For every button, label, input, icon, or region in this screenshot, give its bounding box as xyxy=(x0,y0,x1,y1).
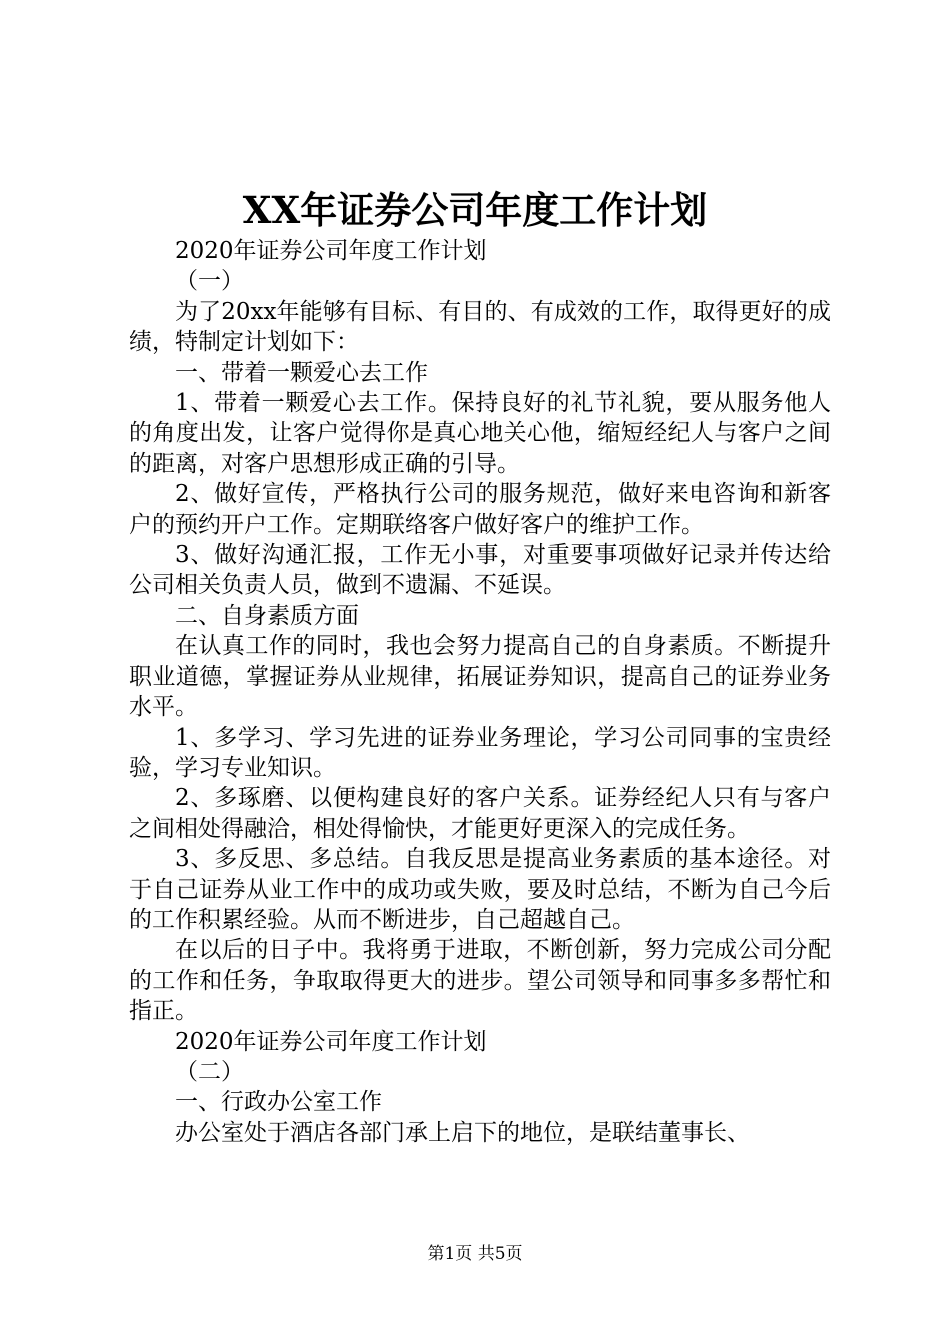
paragraph: 3、多反思、多总结。自我反思是提高业务素质的基本途径。对于自己证券从业工作中的成功或失败，要及时总结，不断为自己今后的工作积累经验。从而不断进步，自己超越自己。 xyxy=(129,846,831,933)
paragraph: 为了20xx年能够有目标、有目的、有成效的工作，取得更好的成绩，特制定计划如下： xyxy=(129,298,831,356)
paragraph: 二、自身素质方面 xyxy=(175,602,359,629)
paragraph: 办公室处于酒店各部门承上启下的地位，是联结董事长、 xyxy=(175,1119,750,1146)
paragraph: 2、多琢磨、以便构建良好的客户关系。证券经纪人只有与客户之间相处得融洽，相处得愉快，才能更好更深入的完成任务。 xyxy=(129,785,831,842)
paragraph: 3、做好沟通汇报，工作无小事，对重要事项做好记录并传达给公司相关负责人员，做到不遗漏、不延误。 xyxy=(129,542,831,599)
paragraph: 一、带着一颗爱心去工作 xyxy=(175,359,428,386)
paragraph: 在以后的日子中。我将勇于进取，不断创新，努力完成公司分配的工作和任务，争取取得更大的进步。望公司领导和同事多多帮忙和指正。 xyxy=(129,937,831,1025)
document-title: XX年证券公司年度工作计划 xyxy=(242,188,708,232)
page-footer: 第1页 共5页 xyxy=(427,1244,523,1264)
paragraph: 2020年证券公司年度工作计划 xyxy=(175,1028,487,1055)
paragraph: 2020年证券公司年度工作计划 xyxy=(175,238,487,264)
document-body xyxy=(129,236,831,1148)
paragraph: （一） xyxy=(175,268,244,295)
paragraph: 2、做好宣传，严格执行公司的服务规范，做好来电咨询和新客户的预约开户工作。定期联络客户做好客户的维护工作。 xyxy=(129,481,831,538)
paragraph: 一、行政办公室工作 xyxy=(175,1089,382,1116)
paragraph: 在认真工作的同时，我也会努力提高自己的自身素质。不断提升职业道德，掌握证券从业规律，拓展证券知识，提高自己的证券业务水平。 xyxy=(129,633,831,721)
paragraph: 1、带着一颗爱心去工作。保持良好的礼节礼貌，要从服务他人的角度出发，让客户觉得你是真心地关心他，缩短经纪人与客户之间的距离，对客户思想形成正确的引导。 xyxy=(129,390,831,477)
paragraph: （二） xyxy=(175,1058,244,1085)
paragraph: 1、多学习、学习先进的证券业务理论，学习公司同事的宝贵经验，学习专业知识。 xyxy=(129,724,831,781)
